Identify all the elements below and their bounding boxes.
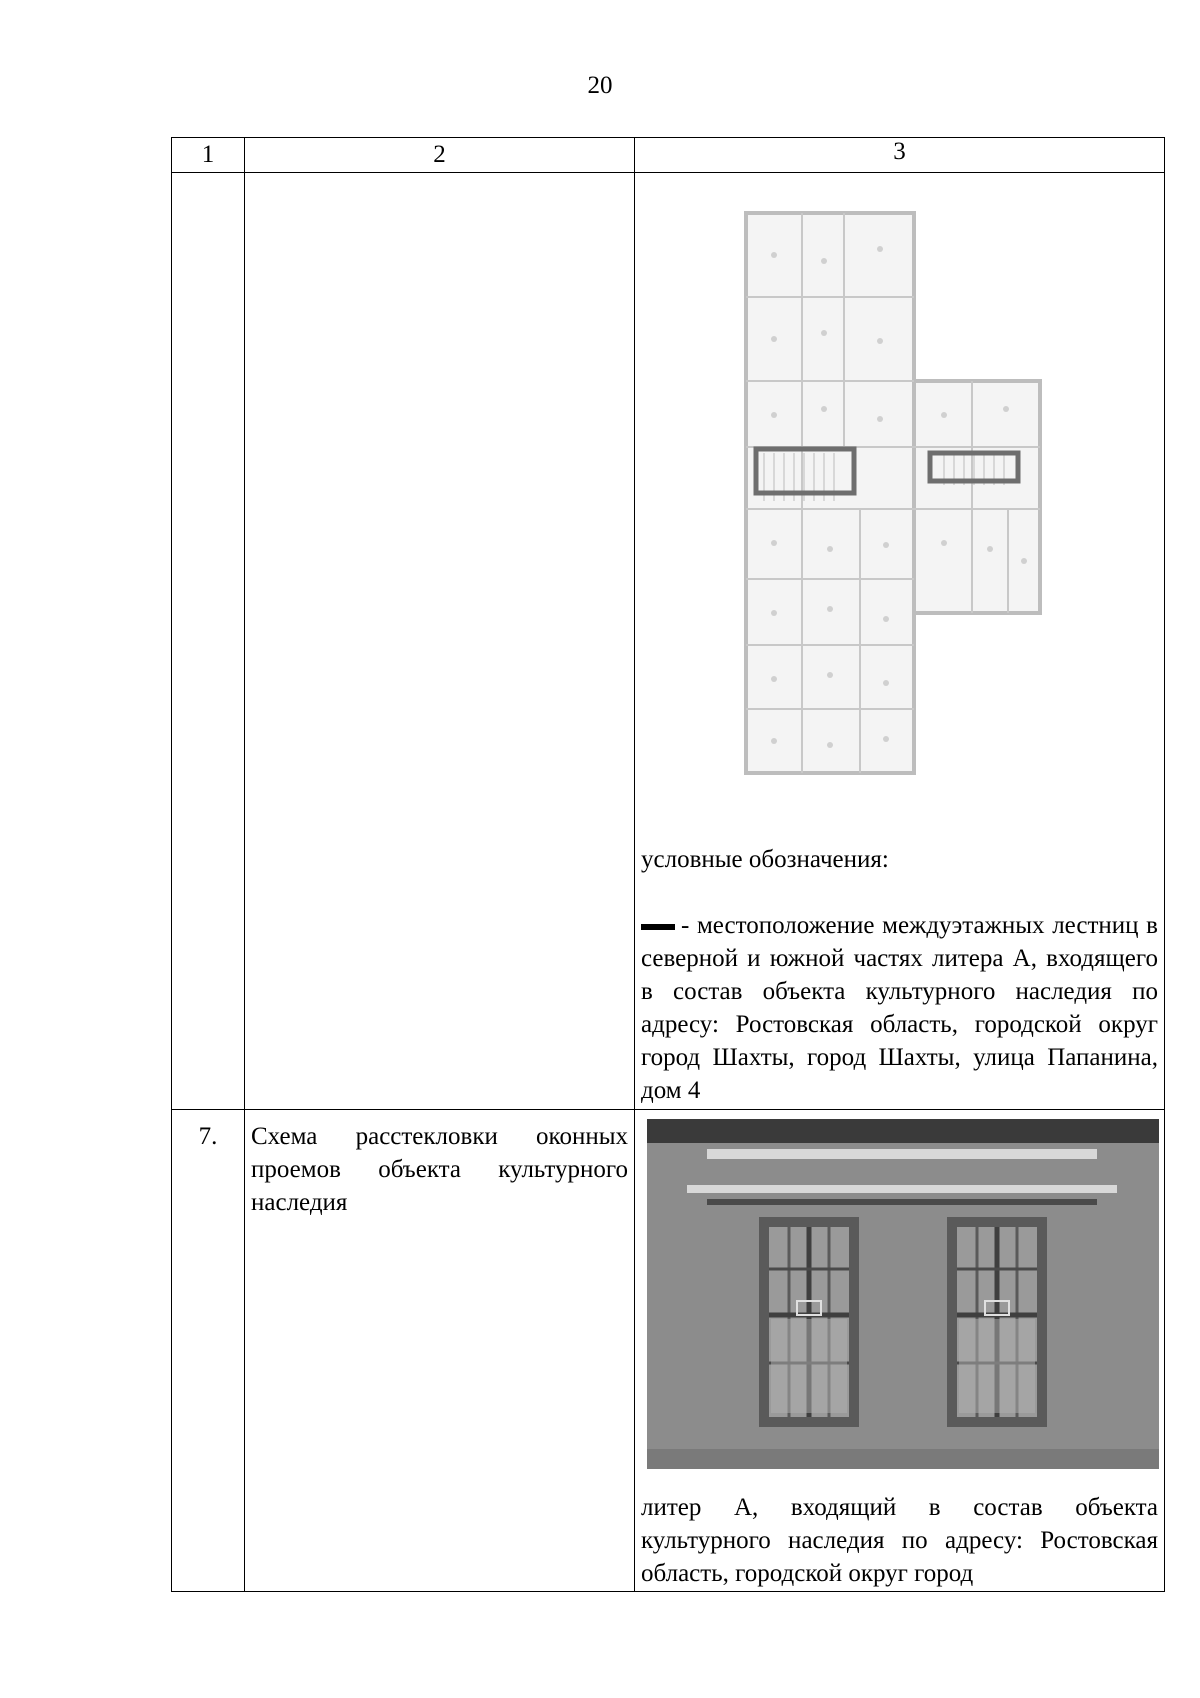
row-plan-description-cell — [245, 173, 635, 1110]
row-7-number: 7. — [172, 1110, 245, 1592]
floor-plan-image — [740, 209, 1060, 787]
legend-title: условные обозначения: — [641, 846, 889, 873]
legend-dash: - — [681, 912, 690, 939]
row-plan-number-cell — [172, 173, 245, 1110]
table-row-7 — [172, 1110, 1165, 1592]
table-header-row — [172, 138, 1165, 173]
row-7-content-cell — [635, 1110, 1165, 1592]
page-number: 20 — [587, 72, 613, 99]
table-row-floor-plan — [172, 173, 1165, 1110]
row-7-description: Схема расстекловки оконных проемов объекта культурного наследия — [245, 1110, 635, 1592]
header-col-2: 2 — [245, 138, 635, 173]
document-table — [171, 137, 1165, 1592]
legend-entry — [641, 909, 1158, 1107]
photo-caption: литер А, входящий в состав объекта культурного наследия по адресу: Ростовская область, городской округ город — [641, 1494, 1158, 1587]
legend-description: местоположение междуэтажных лестниц в северной и южной частях литера А, входящего в состав объекта культурного наследия по адресу: Ростовская область, городской округ город Шахты, город Шахты, улица Папанина, дом 4 — [641, 912, 1158, 1104]
header-col-3: 3 — [635, 138, 1165, 173]
header-col-1: 1 — [172, 138, 245, 173]
row-plan-content-cell — [635, 173, 1165, 1110]
legend-thick-line-icon — [641, 924, 675, 930]
window-facade-photo — [647, 1119, 1159, 1469]
